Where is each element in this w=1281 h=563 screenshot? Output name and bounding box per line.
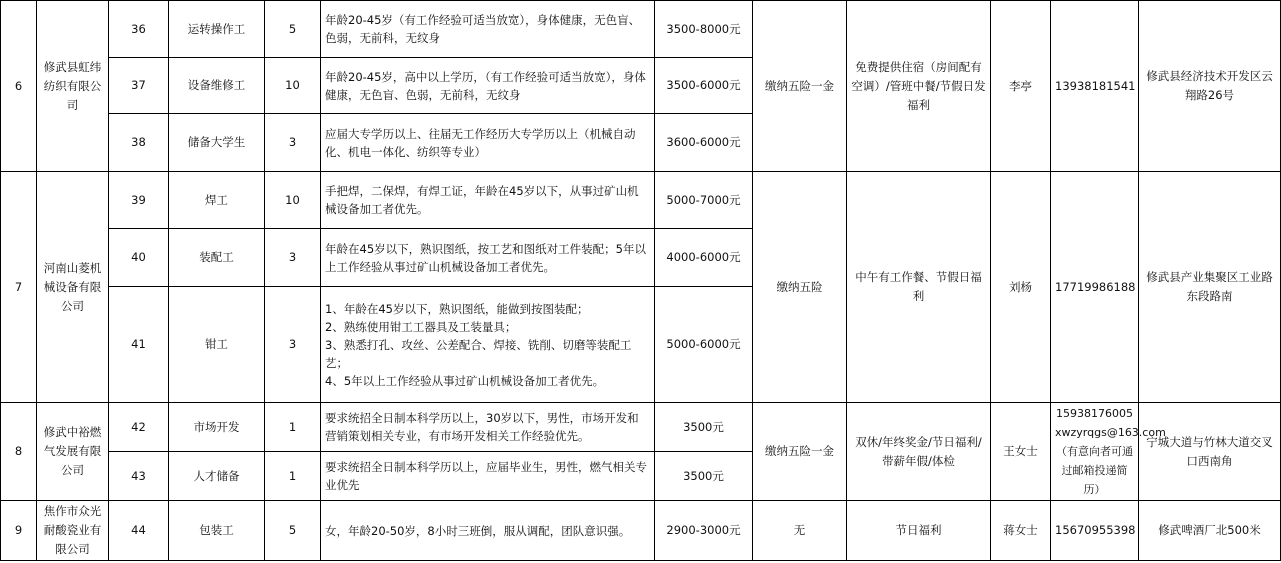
- table-row: [1, 403, 1281, 452]
- position-salary: 5000-7000元: [655, 172, 753, 229]
- position-title: 市场开发: [169, 403, 265, 452]
- position-id: 42: [109, 403, 169, 452]
- contact-person: 王女士: [991, 403, 1051, 501]
- insurance: 缴纳五险一金: [753, 403, 847, 501]
- contact-info: [1051, 403, 1166, 501]
- requirement-line: 2、熟练使用钳工工器具及工装量具；: [325, 319, 517, 334]
- position-requirement: 年龄20-45岁，高中以上学历，（有工作经验可适当放宽），身体健康，无色盲、色弱，无前科，无纹身: [321, 58, 655, 114]
- position-title: 钳工: [169, 287, 265, 403]
- position-requirement: 要求统招全日制本科学历以上，30岁以下，男性，市场开发和营销策划相关专业，有市场开发相关工作经验优先。: [321, 403, 655, 452]
- position-count: 1: [265, 403, 321, 452]
- table-row: [1, 1, 1281, 58]
- contact-email[interactable]: xwzyrqgs@163.com: [1055, 426, 1166, 439]
- contact-phone: 13938181541: [1051, 1, 1139, 172]
- position-count: 5: [265, 1, 321, 58]
- position-id: 36: [109, 1, 169, 58]
- company-name: 焦作市众光耐酸瓷业有限公司: [37, 501, 109, 561]
- table-row: [1, 172, 1281, 229]
- requirement-line: 3、熟悉打孔、攻丝、公差配合、焊接、铣削、切磨等装配工艺；: [325, 337, 632, 370]
- position-id: 40: [109, 229, 169, 287]
- position-title: 焊工: [169, 172, 265, 229]
- position-id: 41: [109, 287, 169, 403]
- position-salary: 3500-6000元: [655, 58, 753, 114]
- contact-phone: 15938176005: [1056, 407, 1133, 420]
- benefits: 免费提供住宿（房间配有空调）/管班中餐/节假日发福利: [847, 1, 991, 172]
- position-salary: 3500-8000元: [655, 1, 753, 58]
- position-id: 39: [109, 172, 169, 229]
- contact-email-note: （有意向者可通过邮箱投递简历）: [1056, 445, 1133, 496]
- position-requirement: 应届大专学历以上、往届无工作经历大专学历以上（机械自动化、机电一体化、纺织等专业）: [321, 114, 655, 172]
- position-count: 10: [265, 58, 321, 114]
- company-no: 7: [1, 172, 37, 403]
- position-requirement: 年龄20-45岁（有工作经验可适当放宽），身体健康，无色盲、色弱，无前科，无纹身: [321, 1, 655, 58]
- position-salary: 5000-6000元: [655, 287, 753, 403]
- position-count: 10: [265, 172, 321, 229]
- table-row: [1, 501, 1281, 561]
- position-salary: 3500元: [655, 403, 753, 452]
- contact-person: 刘杨: [991, 172, 1051, 403]
- requirement-line: 1、年龄在45岁以下，熟识图纸，能做到按图装配；: [325, 301, 589, 316]
- company-name: 修武中裕燃气发展有限公司: [37, 403, 109, 501]
- position-count: 3: [265, 229, 321, 287]
- company-name: 修武县虹纬纺织有限公司: [37, 1, 109, 172]
- contact-phone: 15670955398: [1051, 501, 1139, 561]
- company-no: 8: [1, 403, 37, 501]
- position-count: 5: [265, 501, 321, 561]
- position-requirement: [321, 287, 655, 403]
- position-requirement: 要求统招全日制本科学历以上，应届毕业生，男性，燃气相关专业优先: [321, 452, 655, 501]
- position-id: 37: [109, 58, 169, 114]
- position-salary: 4000-6000元: [655, 229, 753, 287]
- contact-phone: 17719986188: [1051, 172, 1139, 403]
- position-title: 装配工: [169, 229, 265, 287]
- position-salary: 3600-6000元: [655, 114, 753, 172]
- contact-person: 蒋女士: [991, 501, 1051, 561]
- company-no: 6: [1, 1, 37, 172]
- company-name: 河南山菱机械设备有限公司: [37, 172, 109, 403]
- company-address: 修武县产业集聚区工业路东段路南: [1139, 172, 1281, 403]
- benefits: 双休/年终奖金/节日福利/带薪年假/体检: [847, 403, 991, 501]
- position-requirement: 女，年龄20-50岁，8小时三班倒，服从调配，团队意识强。: [321, 501, 655, 561]
- insurance: 无: [753, 501, 847, 561]
- requirement-line: 4、5年以上工作经验从事过矿山机械设备加工者优先。: [325, 373, 605, 388]
- position-title: 人才储备: [169, 452, 265, 501]
- position-title: 包装工: [169, 501, 265, 561]
- contact-person: 李亭: [991, 1, 1051, 172]
- position-count: 1: [265, 452, 321, 501]
- benefits: 节日福利: [847, 501, 991, 561]
- insurance: 缴纳五险一金: [753, 1, 847, 172]
- company-no: 9: [1, 501, 37, 561]
- position-id: 38: [109, 114, 169, 172]
- position-salary: 2900-3000元: [655, 501, 753, 561]
- position-id: 43: [109, 452, 169, 501]
- company-address: 宁城大道与竹林大道交叉口西南角: [1139, 403, 1281, 501]
- position-title: 运转操作工: [169, 1, 265, 58]
- position-requirement: 手把焊，二保焊，有焊工证，年龄在45岁以下，从事过矿山机械设备加工者优先。: [321, 172, 655, 229]
- position-requirement: 年龄在45岁以下，熟识图纸，按工艺和图纸对工件装配；5年以上工作经验从事过矿山机械设备加工者优先。: [321, 229, 655, 287]
- benefits: 中午有工作餐、节假日福利: [847, 172, 991, 403]
- insurance: 缴纳五险: [753, 172, 847, 403]
- position-count: 3: [265, 114, 321, 172]
- company-address: 修武啤酒厂北500米: [1139, 501, 1281, 561]
- position-salary: 3500元: [655, 452, 753, 501]
- position-title: 储备大学生: [169, 114, 265, 172]
- position-title: 设备维修工: [169, 58, 265, 114]
- company-address: 修武县经济技术开发区云翔路26号: [1139, 1, 1281, 172]
- position-count: 3: [265, 287, 321, 403]
- position-id: 44: [109, 501, 169, 561]
